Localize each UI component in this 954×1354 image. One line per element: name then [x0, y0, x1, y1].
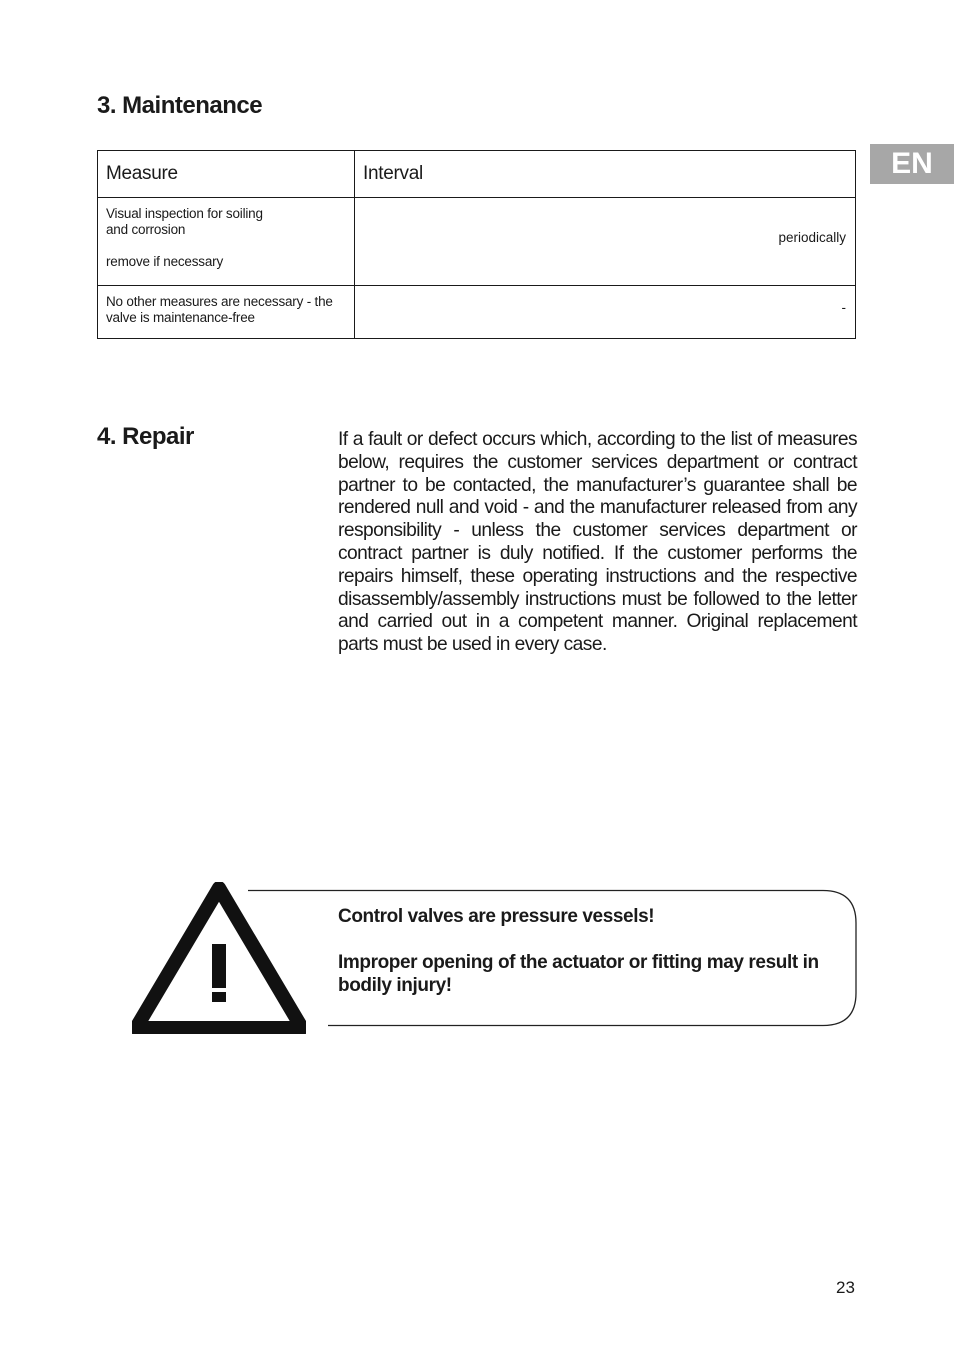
page-number: 23: [836, 1278, 855, 1297]
maintenance-table: [97, 150, 856, 339]
maintenance-heading: 3. Maintenance: [97, 92, 263, 119]
table-row: [98, 286, 856, 339]
interval-value: periodically: [778, 230, 846, 245]
interval-cell: [355, 286, 856, 339]
repair-body-text: If a fault or defect occurs which, according to the list of measures below, requires the customer services department or contract partner to be contacted, the manufacturer’s guarantee shall be rendered null and void - and the manufacturer released from any responsibility - unless the customer services department or contract partner is duly notified. If the customer performs the repairs himself, these operating instructions and the respective disassembly/assembly instructions must be followed to the letter and carried out in a competent manner. Original replacement parts must be used in every case.: [338, 429, 857, 656]
measure-line: No other measures are necessary - the: [106, 294, 333, 309]
repair-heading: 4. Repair: [97, 423, 194, 450]
table-row: [98, 198, 856, 286]
interval-cell: [355, 198, 856, 286]
warning-line-1: Control valves are pressure vessels!: [338, 906, 655, 927]
warning-message: [338, 905, 828, 997]
column-header-measure: Measure: [98, 151, 355, 198]
measure-cell: [98, 286, 355, 339]
column-header-interval: Interval: [355, 151, 856, 198]
measure-cell: [98, 198, 355, 286]
measure-line: and corrosion: [106, 222, 186, 237]
language-tab-en: EN: [870, 144, 954, 184]
measure-line: valve is maintenance-free: [106, 310, 255, 325]
measure-line: Visual inspection for soiling: [106, 206, 263, 221]
interval-value: -: [841, 300, 846, 315]
table-header-row: [98, 151, 856, 198]
warning-line-2: Improper opening of the actuator or fitting may result in bodily injury!: [338, 952, 819, 996]
measure-line: remove if necessary: [106, 254, 223, 269]
